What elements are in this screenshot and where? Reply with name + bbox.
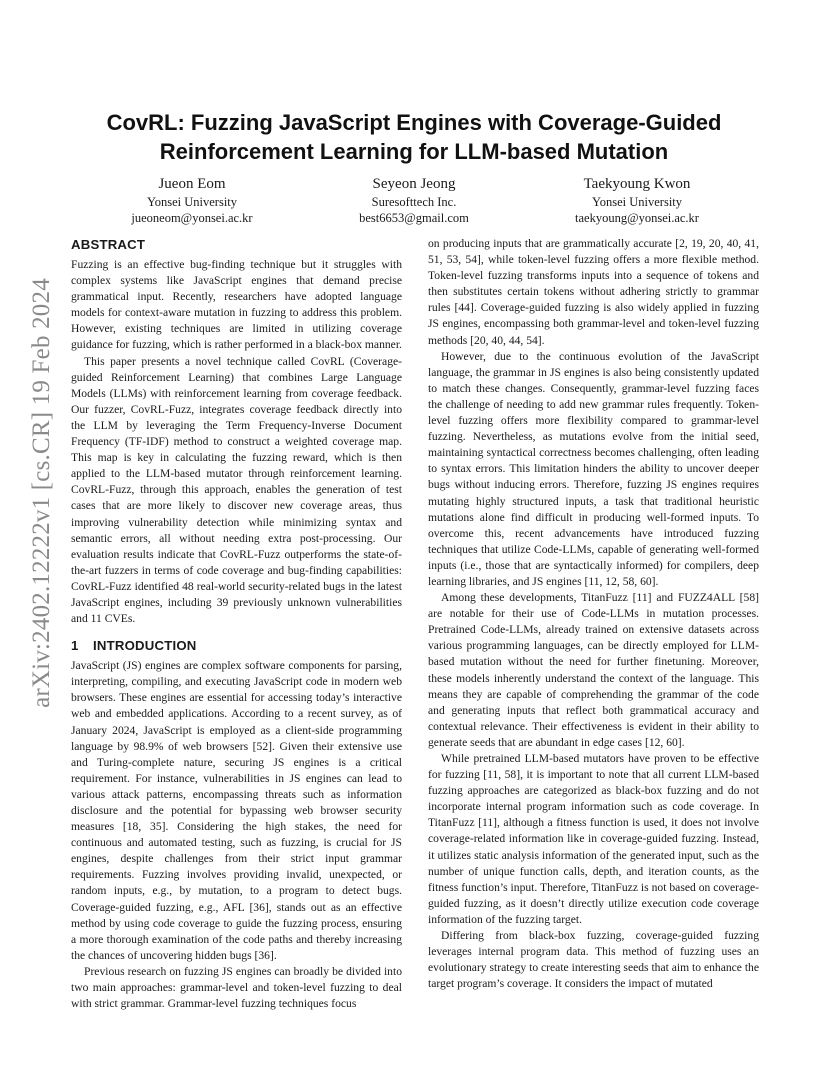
body-paragraph: Differing from black-box fuzzing, coverage-guided fuzzing leverages internal program data. This method of fuzzing uses an evolutionary strategy to create interesting seeds that aim to enhance the target program’s coverage. It considers the impact of mutated [428, 929, 759, 991]
body-paragraph: Among these developments, TitanFuzz [11] and FUZZ4ALL [58] are notable for their use of Code-LLMs in mutation processes. Pretrained Code-LLMs, already trained on extensive datasets across various programming languages, can be directly employed for LLM-based mutation without the need for further finetuning. Moreover, these models inherently understand the context of the language. This means they are capable of comprehending the grammar of the code and generating inputs that reflect both grammatical accuracy and contextual relevance. Their effectiveness is evident in their ability to generate seeds that are abundant in edge cases [12, 60]. [428, 591, 759, 749]
body-paragraph: JavaScript (JS) engines are complex software components for parsing, interpreting, compiling, and executing JavaScript code in modern web browsers. These engines are essential for accessing today’s interactive web and embedded applications. According to a recent survey, as of January 2024, JavaScript is employed as a client-side programming language by 98.9% of web browsers [52]. Given their extensive use and Turing-complete nature, securing JS engines is a critical requirement. For instance, vulnerabilities in JS engines can lead to various attack patterns, encompassing threats such as information disclosure and the potential for bypassing web browser security measures [18, 35]. Considering the high stakes, the need for continuous and automated testing, such as fuzzing, is crucial for JS engines, despite challenges from their strict input grammar requirements. Fuzzing involves providing invalid, unexpected, or random inputs, e.g., by mutation, to a program to detect bugs. Coverage-guided fuzzing, e.g., AFL [36], stands out as an effective method by using code coverage to guide the fuzzing process, ensuring a more thorough examination of the code paths and thereby increasing the chances of uncovering hidden bugs [36]. [71, 659, 402, 962]
author-name: Seyeon Jeong [372, 176, 456, 192]
left-column [71, 236, 402, 1012]
author-affiliation: Suresofttech Inc. [371, 195, 457, 209]
body-paragraph: Previous research on fuzzing JS engines can broadly be divided into two main approaches: grammar-level and token-level fuzzing to deal with strict grammar. Grammar-level fuzzing techniques focus [71, 964, 402, 1011]
section-title: INTRODUCTION [93, 638, 197, 654]
author-affiliation: Yonsei University [591, 195, 683, 209]
body-paragraph: on producing inputs that are grammatically accurate [2, 19, 20, 40, 41, 51, 53, 54], while token-level fuzzing offers a more flexible method. Token-level fuzzing transforms inputs into a sequence of tokens and then substitutes certain tokens without adhering strictly to grammar rules [44]. Coverage-guided fuzzing is also widely applied in fuzzing JS engines, encompassing both grammar-level and token-level fuzzing methods [20, 40, 44, 54]. [428, 237, 759, 347]
author-name: Taekyoung Kwon [583, 176, 691, 192]
arxiv-identifier-text: arXiv:2402.12222v1 [cs.CR] 19 Feb 2024 [28, 278, 56, 708]
author-block [92, 174, 292, 226]
author-name: Jueon Eom [158, 176, 226, 192]
paper-title: CovRL: Fuzzing JavaScript Engines with Coverage-Guided Reinforcement Learning for LLM-based Mutation [106, 110, 722, 164]
author-email: taekyoung@yonsei.ac.kr [575, 211, 699, 225]
body-paragraph: While pretrained LLM-based mutators have proven to be effective for fuzzing [11, 58], it is important to note that all current LLM-based fuzzing approaches are categorized as black-box fuzzing and do not incorporate internal program information such as code coverage. In TitanFuzz [11], although a fitness function is used, it does not involve coverage-related information like in coverage-guided fuzzing. Instead, it utilizes static analysis information of the generated input, such as the number of unique function calls, depth, and iteration counts, as the fitness function’s input. Therefore, TitanFuzz is not based on coverage-guided fuzzing, as it doesn’t directly utilize execution code coverage information of the fuzzing target. [428, 752, 759, 926]
abstract-paragraph: This paper presents a novel technique called CovRL (Coverage-guided Reinforcement Learning) that combines Large Language Models (LLMs) with reinforcement learning from coverage feedback. Our fuzzer, CovRL-Fuzz, integrates coverage feedback directly into the LLM by leveraging the Term Frequency-Inverse Document Frequency (TF-IDF) method to construct a weighted coverage map. This map is key in calculating the fuzzing reward, which is then applied to the LLM-based mutator through reinforcement learning. CovRL-Fuzz, through this approach, enables the generation of test cases that are more likely to discover new coverage areas, thus improving vulnerability detection while minimizing syntax and semantic errors, all without needing extra post-processing. Our evaluation results indicate that CovRL-Fuzz outperforms the state-of-the-art fuzzers in terms of code coverage and bug-finding capabilities: CovRL-Fuzz identified 48 real-world security-related bugs in the latest JavaScript engines, including 39 previously unknown vulnerabilities and 11 CVEs. [71, 354, 402, 626]
abstract-paragraph: Fuzzing is an effective bug-finding technique but it struggles with complex systems like JavaScript engines that demand precise grammatical input. Recently, researchers have adopted language models for context-aware mutation in fuzzing to address this problem. However, existing techniques are limited in utilizing coverage guidance for fuzzing, which is rather performed in a black-box manner. [71, 258, 402, 352]
arxiv-identifier [20, 278, 64, 708]
right-column [428, 236, 759, 992]
author-block [314, 174, 514, 226]
author-email: best6653@gmail.com [359, 211, 469, 225]
author-affiliation: Yonsei University [146, 195, 238, 209]
author-block [537, 174, 737, 226]
body-paragraph: However, due to the continuous evolution of the JavaScript language, the grammar in JS engines is also being consistently updated to match these changes. Consequently, grammar-level fuzzing faces the challenge of needing to add new grammar rules frequently. Token-level fuzzing offers more flexibility compared to grammar-level fuzzing. Nevertheless, as mutations evolve from the initial seed, maintaining syntactical correctness becomes challenging, often leading to syntax errors. This limitation hinders the ability to uncover deeper bugs without inducing errors. Therefore, fuzzing JS engines requires mutating highly structured inputs, a task that traditional heuristic mutations alone find difficult in producing well-formed inputs. To overcome this, recent advancements have introduced fuzzing techniques that utilize Code-LLMs, capable of generating well-formed inputs (i.e., those that are syntactically informed) for compilers, deep learning libraries, and JS engines [11, 12, 58, 60]. [428, 349, 759, 588]
introduction-heading [71, 637, 402, 655]
abstract-heading: ABSTRACT [71, 237, 146, 252]
section-number: 1 [71, 638, 79, 654]
author-email: jueoneom@yonsei.ac.kr [131, 211, 253, 225]
